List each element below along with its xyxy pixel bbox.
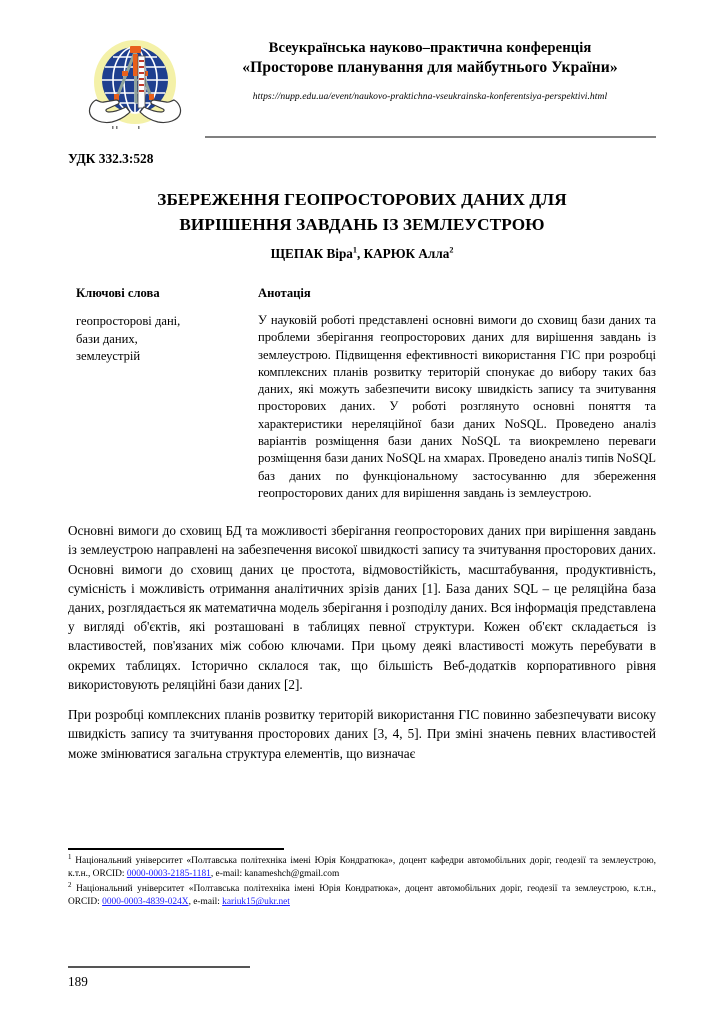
page-number: 189 [68, 974, 88, 989]
conference-logo [76, 38, 194, 138]
keywords-heading: Ключові слова [76, 286, 160, 300]
body-paragraph: Основні вимоги до сховищ БД та можливості зберігання геопросторових даних при вирішення завдань із землеустрою направлені на забезпечення високої швидкості запису та зчитування просторових даних. Основні вимоги до сховищ даних це простота, відмовостійкість, масштабування, продуктивність, сумісність і можливість отримання аналітичних зрізів даних [1]. База даних SQL – це реляційна база даних, розглядається як математична модель зберігання і розподілу даних. Вся інформація представлена у вигляді об'єктів, які розташовані в таблицях певної структури. Кожен об'єкт складається із властивостей, пов'язаних між собою ключами. При цьому деякі властивості можуть перебувати в окремих таблицях. Історично склалося так, що більшість Веб-додатків корпоративного рівня використовують реляційні бази даних [2]. [68, 523, 656, 692]
footnote-1-marker: 1 [68, 852, 72, 861]
footnote-divider [68, 848, 284, 850]
footer-divider [68, 966, 250, 968]
conference-url: https://nupp.edu.ua/event/naukovo-praktichna-vseukrainska-konferentsiya-perspektivi.html [252, 91, 608, 102]
footnote-1-email: kanameshch@gmail.com [244, 869, 340, 880]
body-paragraph: При розробці комплексних планів розвитку територій використання ГІС повинно забезпечувати високу швидкість запису та зчитування просторових даних [3, 4, 5]. При зміні значень певних властивостей може змінюватися загальна структура елементів, що визначає [68, 707, 656, 761]
page-title [68, 187, 656, 237]
abstract-heading: Анотація [258, 286, 311, 300]
title-block [68, 187, 656, 262]
paper-title-line2: ВИРІШЕННЯ ЗАВДАНЬ ІЗ ЗЕМЛЕУСТРОЮ [179, 215, 545, 234]
author-2-footnote-marker: 2 [449, 245, 454, 255]
footnote-2-marker: 2 [68, 880, 72, 889]
author-1-footnote-marker: 1 [352, 245, 357, 255]
abstract-column [254, 286, 656, 502]
author-2-name: КАРЮК Алла [363, 246, 450, 261]
body-text [68, 521, 656, 762]
footnote-2-email-label: , e-mail: [188, 897, 223, 908]
keyword-item: землеустрій [76, 349, 141, 363]
page-header [68, 0, 656, 130]
author-1-name: ЩЕПАК Віра [270, 246, 353, 261]
footnote-2-email-link[interactable]: kariuk15@ukr.net [222, 897, 290, 908]
keyword-item: геопросторові дані, [76, 314, 181, 328]
footnote-2-affiliation: Національний університет «Полтавська політехніка імені Юрія Кондратюка», доцент автомобільних доріг, геодезії та землеустрою, к.т.н., ORCID: [68, 883, 657, 908]
author-line [68, 246, 656, 262]
footnote-1-affiliation: Національний університет «Полтавська політехніка імені Юрія Кондратюка», доцент кафедри автомобільних доріг, геодезії та землеустрою, к.т.н., ORCID: [68, 855, 656, 880]
footnote-1-orcid-link[interactable]: 0000-0003-2185-1181 [126, 869, 211, 880]
paper-title-line1: ЗБЕРЕЖЕННЯ ГЕОПРОСТОРОВИХ ДАНИХ ДЛЯ [157, 190, 567, 209]
keywords-abstract-row [68, 286, 656, 502]
footnote-2 [68, 880, 657, 910]
globe-tripod-hands-logo [76, 38, 194, 138]
keyword-item: бази даних, [76, 331, 138, 346]
keywords-column [68, 286, 254, 502]
keywords-list [76, 313, 254, 366]
conference-title-line2: «Просторове планування для майбутнього України» [242, 59, 618, 76]
udc-code: УДК 332.3:528 [68, 151, 154, 166]
footnotes [68, 848, 656, 911]
conference-masthead [194, 38, 656, 102]
footnote-1 [68, 852, 656, 882]
author-separator: , [356, 246, 364, 261]
conference-title-line1: Всеукраїнська науково–практична конференція [268, 40, 592, 56]
footnote-2-orcid-link[interactable]: 0000-0003-4839-024X [102, 897, 189, 908]
abstract-text: У науковій роботі представлені основні вимоги до сховищ бази даних та проблеми зберігання геопросторових даних для вирішення завдань із землеустрою. Підвищення ефективності використання ГІС при розробці комплексних планів розвитку територій спонукає до вибору таких баз даних, які можуть забезпечити високу швидкість запису та зчитування просторових даних. У роботі розглянуто основні поняття та характеристики нереляційної бази даних NoSQL. Проведено аналіз варіантів розміщення бази даних NoSQL та виокремлено переваги розміщення бази даних NoSQL на хмарах. Проведено аналіз типів NoSQL баз даних по функціональному застосуванню для збереження геопросторових даних для вирішення завдань із землеустрою. [258, 313, 656, 500]
header-divider [205, 136, 656, 138]
footnote-1-email-label: , e-mail: [210, 869, 245, 880]
